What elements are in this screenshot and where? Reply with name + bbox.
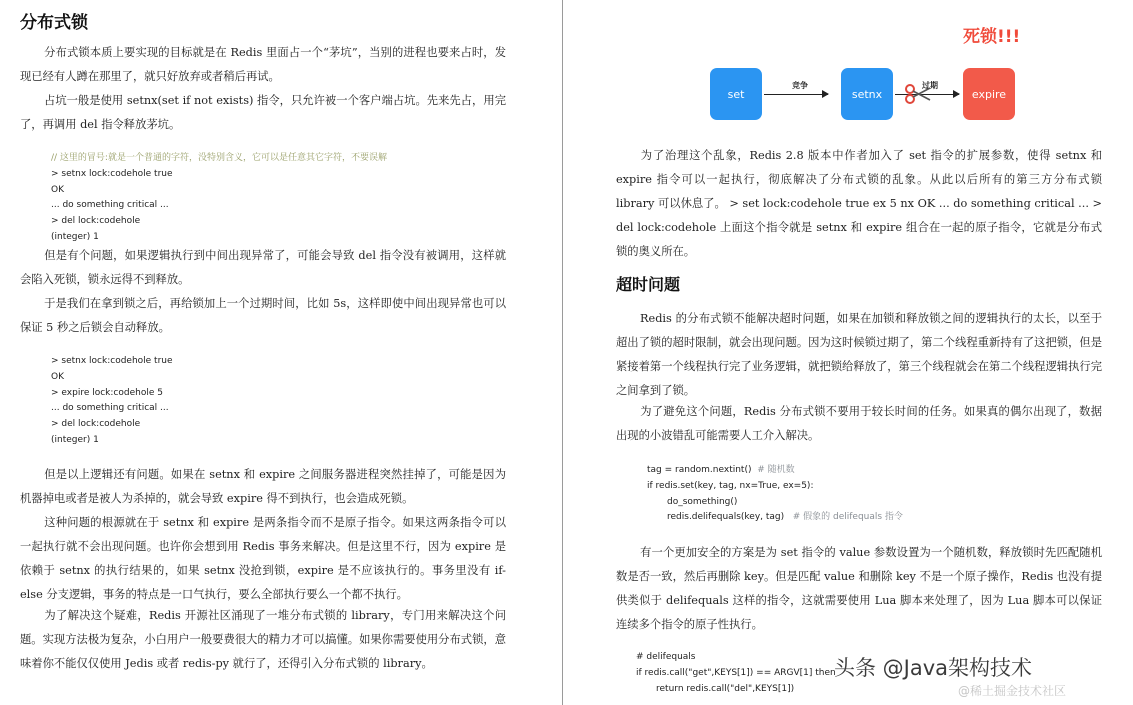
paragraph-2: 占坑一般是使用 setnx(set if not exists) 指令，只允许被一个客户端占坑。先来先占，用完了，再调用 del 指令释放茅坑。 xyxy=(20,94,506,131)
code-block-1 xyxy=(51,151,387,246)
paragraph-r3: 为了避免这个问题，Redis 分布式锁不要用于较长时间的任务。如果真的偶尔出现了，数据出现的小波错乱可能需要人工介入解决。 xyxy=(616,405,1102,442)
code-line: tag = random.nextint() # 随机数 xyxy=(647,465,795,475)
section-title: 分布式锁 xyxy=(20,13,88,33)
left-page xyxy=(0,0,560,705)
code-line: ... do something critical ... xyxy=(51,200,169,211)
code-comment: // 这里的冒号:就是一个普通的字符，没特别含义，它可以是任意其它字符，不要误解 xyxy=(51,153,387,163)
arrow-compete-label: 竞争 xyxy=(792,81,808,90)
watermark-juejin: @稀土掘金技术社区 xyxy=(958,684,1067,698)
right-page xyxy=(566,0,1133,705)
code-line: OK xyxy=(51,371,64,382)
watermark-toutiao: 头条 @Java架构技术 xyxy=(834,656,1033,680)
code-line: > expire lock:codehole 5 xyxy=(51,387,163,398)
code-line: (integer) 1 xyxy=(51,434,99,445)
code-line: > setnx lock:codehole true xyxy=(51,168,173,179)
setnx-box: setnx xyxy=(841,68,893,120)
section-title-timeout: 超时问题 xyxy=(616,275,681,294)
arrow-expire-label: 过期 xyxy=(922,81,938,90)
scissors-icon xyxy=(904,82,932,106)
paragraph-5: 但是以上逻辑还有问题。如果在 setnx 和 expire 之间服务器进程突然挂掉了，可能是因为机器掉电或者是被人为杀掉的，就会导致 expire 得不到执行，也会造成死锁。 xyxy=(20,468,506,505)
paragraph-6: 这种问题的根源就在于 setnx 和 expire 是两条指令而不是原子指令。如果这两条指令可以一起执行就不会出现问题。也许你会想到用 Redis 事务来解决。但是这里不行，因为 expire 是依赖于 setnx 的执行结果的，如果 setnx 没抢到锁，expire 是不应该执行的。事务里没有 if-else 分支逻辑，事务的特点是一口气执行，要么全部执行要么一个都不执行。 xyxy=(20,516,506,601)
arrow-compete xyxy=(764,94,828,95)
deadlock-warning: 死锁!!! xyxy=(963,27,1021,47)
paragraph-r1: 为了治理这个乱象，Redis 2.8 版本中作者加入了 set 指令的扩展参数，使得 setnx 和 expire 指令可以一起执行，彻底解决了分布式锁的乱象。从此以后所有的第三方分布式锁 library 可以休息了。 > set lock:codehole true ex 5 nx OK ... do something critical ... > del lock:codehole 上面这个指令就是 setnx 和 expire 组合在一起的原子指令，它就是分布式锁的奥义所在。 xyxy=(616,149,1102,258)
code-line: # delifequals xyxy=(636,652,696,662)
code-line: do_something() xyxy=(667,496,738,507)
set-box: set xyxy=(710,68,762,120)
code-line: > del lock:codehole xyxy=(51,216,141,227)
paragraph-r4: 有一个更加安全的方案是为 set 指令的 value 参数设置为一个随机数，释放锁时先匹配随机数是否一致，然后再删除 key。但是匹配 value 和删除 key 不是一个原子操作，Redis 也没有提供类似于 delifequals 这样的指令，这就需要使用 Lua 脚本来处理了，因为 Lua 脚本可以保证连续多个指令的原子性执行。 xyxy=(616,546,1102,631)
code-line: > setnx lock:codehole true xyxy=(51,356,173,366)
paragraph-3: 但是有个问题，如果逻辑执行到中间出现异常了，可能会导致 del 指令没有被调用，这样就会陷入死锁，锁永远得不到释放。 xyxy=(20,249,506,286)
code-comment: # 假象的 delifequals 指令 xyxy=(792,512,903,523)
code-line: if redis.call("get",KEYS[1]) == ARGV[1] then xyxy=(636,667,836,678)
code-line: OK xyxy=(51,184,64,195)
page-divider xyxy=(562,0,563,705)
code-comment: # 随机数 xyxy=(757,465,795,475)
code-block-r2 xyxy=(636,650,836,697)
code-line: > del lock:codehole xyxy=(51,419,141,430)
code-line: if redis.set(key, tag, nx=True, ex=5): xyxy=(647,480,814,491)
code-line: return redis.call("del",KEYS[1]) xyxy=(656,683,795,694)
code-line: ... do something critical ... xyxy=(51,403,169,414)
paragraph-r2: Redis 的分布式锁不能解决超时问题，如果在加锁和释放锁之间的逻辑执行的太长，以至于超出了锁的超时限制，就会出现问题。因为这时候锁过期了，第二个线程重新持有了这把锁，但是紧接着第一个线程执行完了业务逻辑，就把锁给释放了，第三个线程就会在第二个线程逻辑执行完之间拿到了锁。 xyxy=(616,312,1102,397)
code-line: redis.delifequals(key, tag) # 假象的 delifequals 指令 xyxy=(667,512,903,523)
code-block-r1 xyxy=(647,463,903,526)
paragraph-7: 为了解决这个疑难，Redis 开源社区涌现了一堆分布式锁的 library，专门用来解决这个问题。实现方法极为复杂，小白用户一般要费很大的精力才可以搞懂。如果你需要使用分布式锁，意味着你不能仅仅使用 Jedis 或者 redis-py 就行了，还得引入分布式锁的 library。 xyxy=(20,609,506,670)
code-block-2 xyxy=(51,354,173,449)
paragraph-1: 分布式锁本质上要实现的目标就是在 Redis 里面占一个“茅坑”，当别的进程也要来占时，发现已经有人蹲在那里了，就只好放弃或者稍后再试。 xyxy=(20,46,506,83)
paragraph-4: 于是我们在拿到锁之后，再给锁加上一个过期时间，比如 5s，这样即使中间出现异常也可以保证 5 秒之后锁会自动释放。 xyxy=(20,297,506,334)
code-line: (integer) 1 xyxy=(51,231,99,242)
expire-box: expire xyxy=(963,68,1015,120)
